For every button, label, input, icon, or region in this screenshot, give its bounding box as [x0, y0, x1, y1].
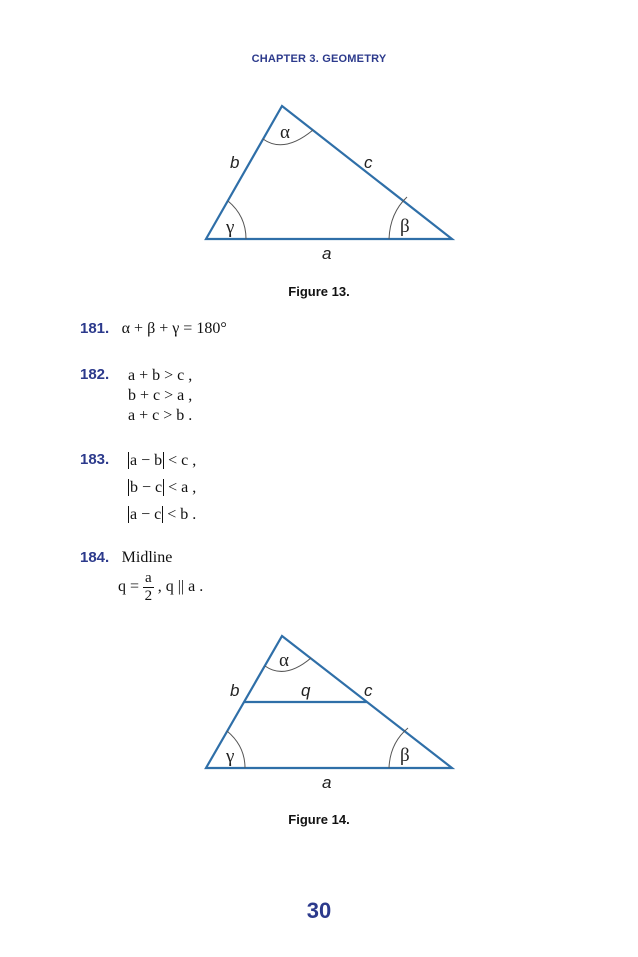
figure-14-triangle — [0, 620, 638, 800]
formula-line: a + c > b . — [128, 407, 193, 424]
alpha-label-14: α — [279, 650, 289, 671]
midline-title: Midline — [121, 549, 173, 566]
inequality-rest: < c , — [164, 452, 197, 469]
side-a-label-14: a — [322, 773, 332, 792]
chapter-header: CHAPTER 3. GEOMETRY — [251, 53, 387, 65]
midline-formula — [118, 571, 203, 604]
inequality-rest: < a , — [164, 479, 197, 496]
figure-14-caption: Figure 14. — [288, 812, 350, 827]
formula-182 — [80, 366, 109, 384]
formula-text: α + β + γ = 180° — [121, 320, 227, 337]
inequality-rest: < b . — [163, 506, 197, 523]
alpha-label-13: α — [280, 122, 290, 143]
formula-line: a + b > c , — [128, 367, 193, 384]
formula-184 — [80, 549, 172, 567]
formula-line — [128, 506, 196, 524]
absolute-value: a − c — [130, 506, 162, 523]
page-number: 30 — [306, 898, 332, 923]
formula-line: b + c > a , — [128, 387, 193, 404]
absolute-value: b − c — [130, 479, 163, 496]
formula-line — [128, 452, 196, 470]
midline-rest: , q || a . — [157, 578, 204, 596]
gamma-label-13: γ — [226, 217, 235, 238]
formula-number: 181. — [80, 320, 110, 337]
beta-label-13: β — [400, 216, 410, 237]
formula-number: 182. — [80, 366, 110, 383]
side-a-label-13: a — [322, 244, 332, 263]
formula-number: 184. — [80, 549, 110, 566]
side-b-label-13: b — [230, 153, 240, 172]
side-b-label-14: b — [230, 681, 240, 700]
formula-line — [128, 479, 196, 497]
absolute-value: a − b — [130, 452, 163, 469]
formula-181 — [80, 320, 227, 338]
formula-number: 183. — [80, 451, 110, 468]
figure-13-caption: Figure 13. — [288, 284, 350, 299]
fraction-numerator: a — [145, 570, 152, 586]
fraction-denominator: 2 — [144, 588, 153, 604]
side-c-label-14: c — [364, 681, 373, 700]
beta-label-14: β — [400, 745, 410, 766]
midline-lhs: q = — [118, 578, 140, 596]
midline-q-label: q — [301, 681, 311, 700]
fraction — [143, 571, 154, 604]
formula-183 — [80, 451, 109, 469]
figure-13-triangle — [0, 0, 638, 280]
side-c-label-13: c — [364, 153, 373, 172]
triangle-13 — [206, 106, 452, 239]
gamma-label-14: γ — [226, 746, 235, 767]
